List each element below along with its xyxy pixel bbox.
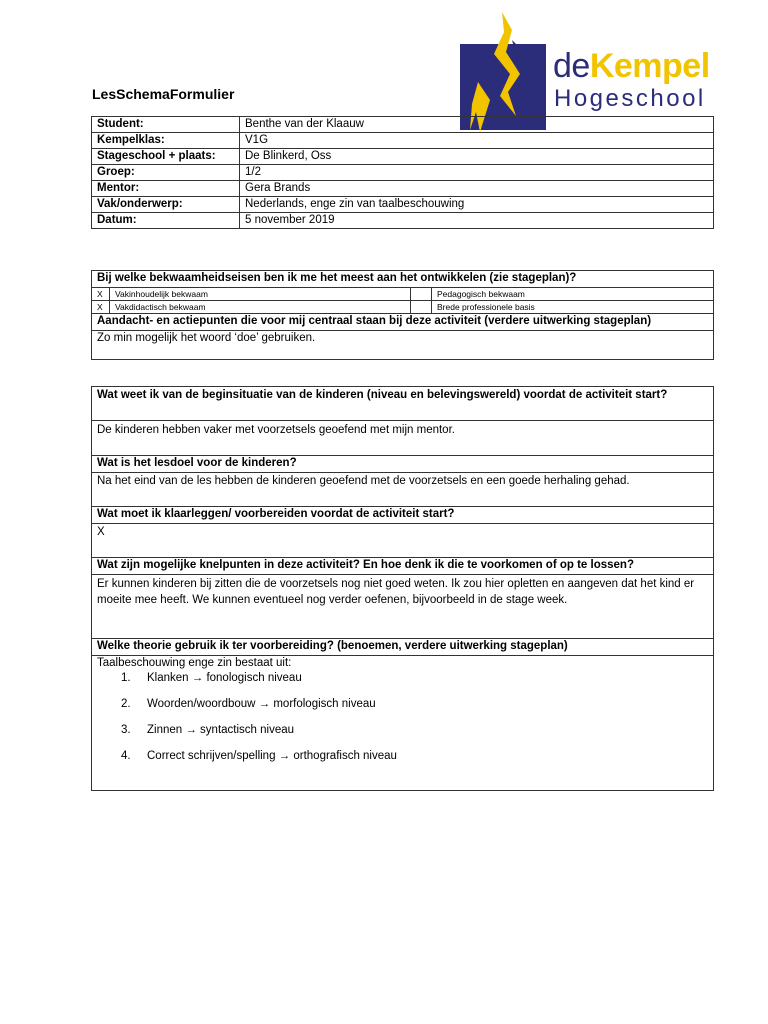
info-value: De Blinkerd, Oss bbox=[240, 149, 714, 165]
info-row bbox=[92, 197, 714, 213]
question-preparation: Wat moet ik klaarleggen/ voorbereiden voordat de activiteit start? bbox=[92, 507, 714, 524]
info-row bbox=[92, 181, 714, 197]
list-text: Woorden/woordbouw → morfologisch niveau bbox=[147, 698, 376, 710]
focus-answer: Zo min mogelijk het woord ‘doe’ gebruiken. bbox=[92, 331, 714, 360]
competence-mark: X bbox=[92, 288, 110, 301]
answer-start-situation: De kinderen hebben vaker met voorzetsels geoefend met mijn mentor. bbox=[92, 421, 714, 456]
focus-question: Aandacht- en actiepunten die voor mij centraal staan bij deze activiteit (verdere uitwerking stageplan) bbox=[92, 314, 714, 331]
info-value: Nederlands, enge zin van taalbeschouwing bbox=[240, 197, 714, 213]
competence-question: Bij welke bekwaamheidseisen ben ik me het meest aan het ontwikkelen (zie stageplan)? bbox=[92, 271, 714, 288]
theory-list bbox=[97, 671, 708, 775]
info-row bbox=[92, 213, 714, 229]
competence-mark bbox=[411, 288, 432, 301]
info-label: Student: bbox=[92, 117, 240, 133]
competence-item: Brede professionele basis bbox=[432, 301, 714, 314]
competence-mark bbox=[411, 301, 432, 314]
info-label: Mentor: bbox=[92, 181, 240, 197]
list-item bbox=[121, 671, 708, 697]
answer-lesson-goal: Na het eind van de les hebben de kinderen geoefend met de voorzetsels en een goede herhaling gehad. bbox=[92, 473, 714, 507]
info-row bbox=[92, 133, 714, 149]
answer-bottlenecks: Er kunnen kinderen bij zitten die de voorzetsels nog niet goed weten. Ik zou hier opletten en aangeven dat het kind er moeite mee heeft. We kunnen eventueel nog verder oefenen, bijvoorbeeld in de stage week. bbox=[92, 575, 714, 639]
info-row bbox=[92, 165, 714, 181]
list-text: Correct schrijven/spelling → orthografisch niveau bbox=[147, 750, 397, 762]
info-label: Kempelklas: bbox=[92, 133, 240, 149]
list-number: 2. bbox=[121, 698, 131, 710]
info-label: Groep: bbox=[92, 165, 240, 181]
list-item bbox=[121, 697, 708, 723]
competence-table bbox=[91, 270, 714, 360]
info-value: Benthe van der Klaauw bbox=[240, 117, 714, 133]
competence-item: Vakinhoudelijk bekwaam bbox=[110, 288, 411, 301]
answer-preparation: X bbox=[92, 524, 714, 558]
question-start-situation: Wat weet ik van de beginsituatie van de kinderen (niveau en belevingswereld) voordat de activiteit start? bbox=[92, 387, 714, 421]
list-item bbox=[121, 749, 708, 775]
info-label: Datum: bbox=[92, 213, 240, 229]
question-theory: Welke theorie gebruik ik ter voorbereiding? (benoemen, verdere uitwerking stageplan) bbox=[92, 639, 714, 656]
info-label: Stageschool + plaats: bbox=[92, 149, 240, 165]
list-item bbox=[121, 723, 708, 749]
list-number: 3. bbox=[121, 724, 131, 736]
student-info-table bbox=[91, 116, 714, 229]
competence-item: Vakdidactisch bekwaam bbox=[110, 301, 411, 314]
info-row bbox=[92, 149, 714, 165]
info-value: 5 november 2019 bbox=[240, 213, 714, 229]
info-value: 1/2 bbox=[240, 165, 714, 181]
page-title: LesSchemaFormulier bbox=[92, 86, 235, 102]
list-number: 1. bbox=[121, 672, 131, 684]
question-lesson-goal: Wat is het lesdoel voor de kinderen? bbox=[92, 456, 714, 473]
list-text: Zinnen → syntactisch niveau bbox=[147, 724, 295, 736]
info-row bbox=[92, 117, 714, 133]
logo-wordmark: deKempel bbox=[553, 47, 710, 85]
competence-mark: X bbox=[92, 301, 110, 314]
lesson-questions-table bbox=[91, 386, 714, 791]
theory-intro: Taalbeschouwing enge zin bestaat uit: bbox=[97, 657, 292, 669]
info-value: V1G bbox=[240, 133, 714, 149]
list-number: 4. bbox=[121, 750, 131, 762]
answer-theory bbox=[92, 656, 714, 791]
logo-subtitle: Hogeschool bbox=[554, 85, 706, 112]
info-value: Gera Brands bbox=[240, 181, 714, 197]
competence-item: Pedagogisch bekwaam bbox=[432, 288, 714, 301]
question-bottlenecks: Wat zijn mogelijke knelpunten in deze activiteit? En hoe denk ik die te voorkomen of op te lossen? bbox=[92, 558, 714, 575]
info-label: Vak/onderwerp: bbox=[92, 197, 240, 213]
list-text: Klanken → fonologisch niveau bbox=[147, 672, 302, 684]
